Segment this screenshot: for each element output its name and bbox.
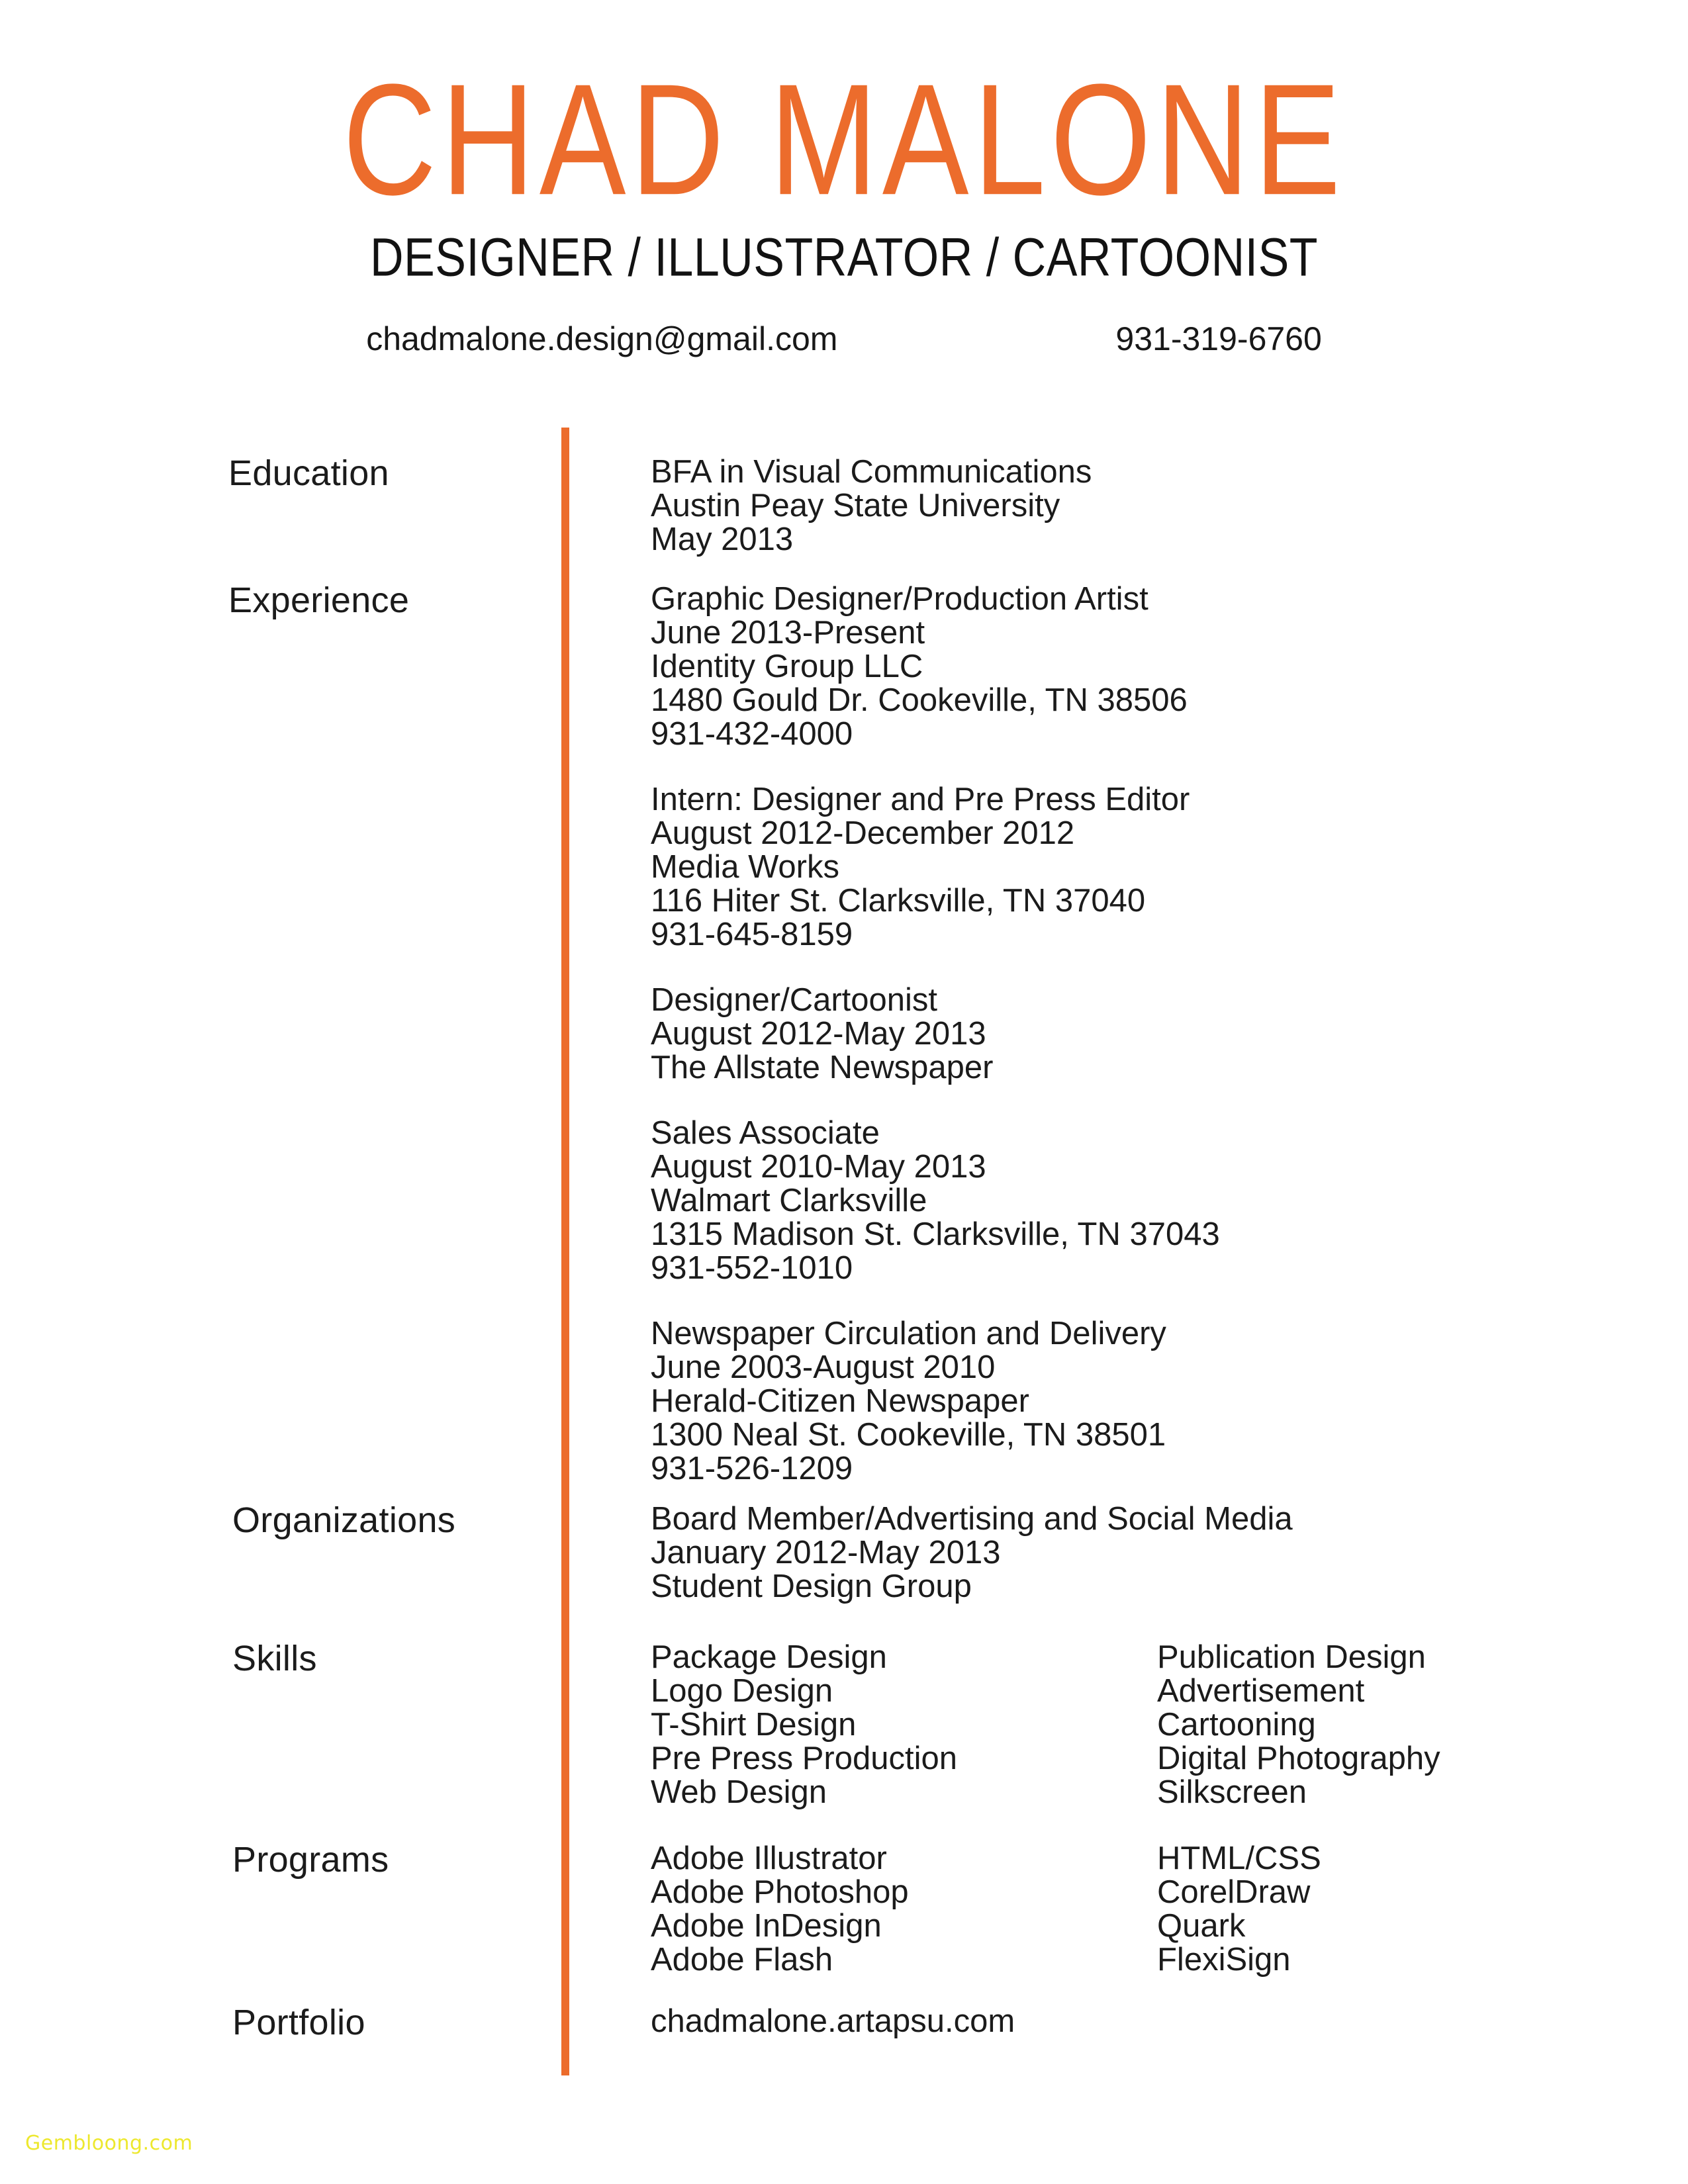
entry-line: Designer/Cartoonist	[651, 982, 938, 1018]
contact-row	[0, 322, 1688, 355]
list-item: HTML/CSS	[1157, 1841, 1321, 1876]
list-item: Publication Design	[1157, 1639, 1426, 1675]
page-title: CHAD MALONE	[342, 51, 1346, 228]
entry-line: Media Works	[651, 849, 840, 885]
list-item: Advertisement	[1157, 1673, 1365, 1709]
section-content-education	[651, 455, 1644, 557]
entry-line: June 2003-August 2010	[651, 1349, 996, 1385]
list-item: Pre Press Production	[651, 1741, 957, 1776]
entry-line: 931-526-1209	[651, 1451, 853, 1486]
entry-line: 1300 Neal St. Cookeville, TN 38501	[651, 1417, 1166, 1453]
programs-column-right	[1157, 1842, 1321, 1977]
skills-column-left	[651, 1641, 957, 1809]
entry-line: 931-432-4000	[651, 716, 853, 752]
portfolio-url[interactable]: chadmalone.artapsu.com	[651, 2003, 1015, 2039]
entry-line: 1315 Madison St. Clarksville, TN 37043	[651, 1216, 1220, 1252]
entry-line: BFA in Visual Communications	[651, 454, 1092, 490]
list-item: Adobe Illustrator	[651, 1841, 887, 1876]
entry-line: The Allstate Newspaper	[651, 1050, 994, 1085]
entry-line: August 2010-May 2013	[651, 1149, 986, 1185]
entry	[651, 455, 1644, 557]
watermark: Gembloong.com	[25, 2132, 193, 2155]
entry-line: August 2012-December 2012	[651, 815, 1075, 851]
entry-line: 116 Hiter St. Clarksville, TN 37040	[651, 883, 1146, 919]
entry-line: Sales Associate	[651, 1115, 880, 1151]
section-content-experience	[651, 582, 1644, 1486]
entry-line: Graphic Designer/Production Artist	[651, 581, 1149, 617]
entry-line: Board Member/Advertising and Social Media	[651, 1501, 1293, 1537]
entry	[651, 2005, 1644, 2038]
list-item: Web Design	[651, 1774, 827, 1810]
section-label-programs: Programs	[232, 1840, 389, 1880]
list-item: Digital Photography	[1157, 1741, 1440, 1776]
section-content-organizations	[651, 1502, 1644, 1604]
list-item: Package Design	[651, 1639, 887, 1675]
entry-line: Walmart Clarksville	[651, 1183, 927, 1218]
entry-line: June 2013-Present	[651, 615, 925, 651]
list-item: Quark	[1157, 1908, 1246, 1944]
entry-line: Austin Peay State University	[651, 488, 1060, 523]
list-item: FlexiSign	[1157, 1942, 1291, 1978]
list-item: Adobe InDesign	[651, 1908, 882, 1944]
contact-phone: 931-319-6760	[1115, 320, 1322, 357]
list-item: Silkscreen	[1157, 1774, 1307, 1810]
entry	[651, 783, 1644, 952]
entry	[651, 1317, 1644, 1486]
programs-column-left	[651, 1842, 909, 1977]
contact-email: chadmalone.design@gmail.com	[366, 320, 838, 357]
section-label-portfolio: Portfolio	[232, 2003, 365, 2042]
section-content-portfolio	[651, 2005, 1644, 2038]
list-item: Logo Design	[651, 1673, 833, 1709]
vertical-divider	[561, 428, 569, 2075]
professional-tagline: DESIGNER / ILLUSTRATOR / CARTOONIST	[369, 227, 1319, 287]
section-label-organizations: Organizations	[232, 1500, 456, 1540]
entry	[651, 983, 1644, 1085]
entry-line: Newspaper Circulation and Delivery	[651, 1316, 1166, 1351]
list-item: CorelDraw	[1157, 1874, 1311, 1910]
entry	[651, 1502, 1644, 1604]
entry-line: Student Design Group	[651, 1569, 972, 1604]
section-label-education: Education	[228, 453, 389, 493]
list-item: Adobe Photoshop	[651, 1874, 909, 1910]
entry-line: Herald-Citizen Newspaper	[651, 1383, 1029, 1419]
entry-line: Identity Group LLC	[651, 649, 923, 684]
entry-line: January 2012-May 2013	[651, 1535, 1001, 1570]
section-label-experience: Experience	[228, 580, 410, 620]
entry-line: May 2013	[651, 522, 794, 557]
entry-line: 1480 Gould Dr. Cookeville, TN 38506	[651, 682, 1188, 718]
entry-line: 931-552-1010	[651, 1250, 853, 1286]
list-item: T-Shirt Design	[651, 1707, 857, 1743]
list-item: Cartooning	[1157, 1707, 1316, 1743]
entry-line: 931-645-8159	[651, 917, 853, 952]
entry	[651, 582, 1644, 751]
section-label-skills: Skills	[232, 1639, 317, 1678]
list-item: Adobe Flash	[651, 1942, 833, 1978]
entry	[651, 1116, 1644, 1285]
entry-line: August 2012-May 2013	[651, 1016, 986, 1052]
entry-line: Intern: Designer and Pre Press Editor	[651, 782, 1190, 817]
skills-column-right	[1157, 1641, 1440, 1809]
